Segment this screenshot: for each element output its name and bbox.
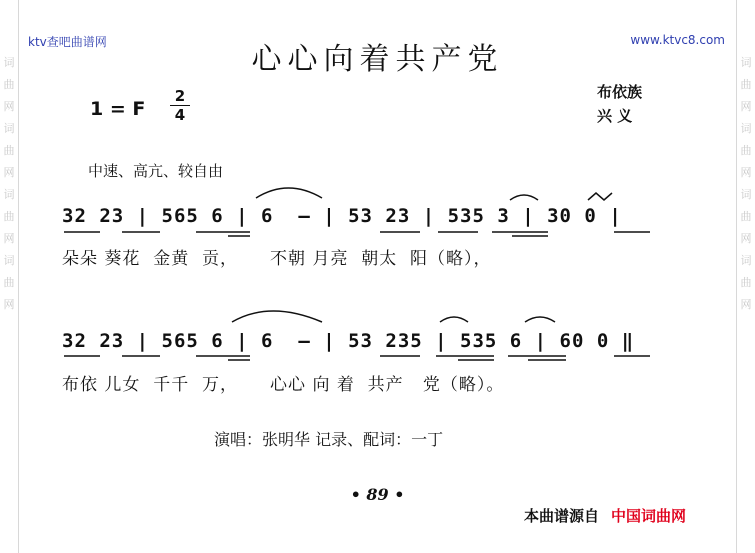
page-number: • 89 • xyxy=(350,485,405,504)
site-name-left[interactable]: ktv查吧曲谱网 xyxy=(28,35,107,49)
notation-line-1: 32 23 | 565 6 | 6 – | 53 23 | 535 3 | 30 0 | xyxy=(62,205,622,227)
source-footer xyxy=(524,505,686,526)
time-bottom: 4 xyxy=(174,106,186,124)
notation-line-2: 32 23 | 565 6 | 6 – | 53 235 | 535 6 | 60 0 ‖ xyxy=(62,330,635,352)
lyrics-line-1: 朵朵 葵花 金黄 贡， 不朝 月亮 朝太 阳（略）， xyxy=(62,249,492,269)
left-watermark: 词曲网词曲网词曲网词曲网 xyxy=(3,56,15,311)
source-label: 本曲谱源自 xyxy=(524,507,600,525)
right-watermark: 词曲网词曲网词曲网词曲网 xyxy=(740,56,752,311)
site-url-right[interactable]: www.ktvc8.com xyxy=(630,33,725,47)
author-line-2: 兴 义 xyxy=(597,107,633,125)
tempo-marking: 中速、高亢、较自由 xyxy=(88,162,224,180)
source-brand-link[interactable]: 中国词曲网 xyxy=(611,507,687,525)
song-title: 心心向着共产党 xyxy=(251,42,504,77)
lyrics-line-2: 布依 儿女 千千 万， 心心 向 着 共产 党（略）。 xyxy=(62,375,505,395)
key-signature: 1 = F xyxy=(90,98,146,120)
author-line-1: 布依族 xyxy=(597,83,643,101)
credits-line: 演唱：张明华 记录、配词：一丁 xyxy=(214,430,444,449)
time-top: 2 xyxy=(174,87,186,105)
